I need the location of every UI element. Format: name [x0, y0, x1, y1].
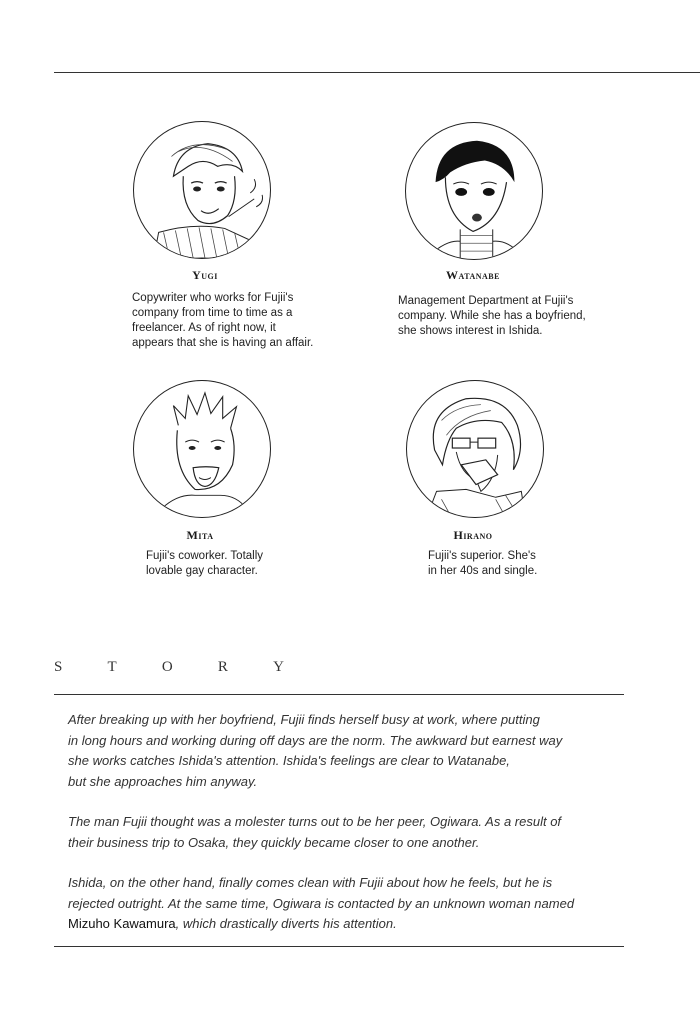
story-paragraph-1: After breaking up with her boyfriend, Fujii finds herself busy at work, where putting in long hours and working during off days are the norm. The awkward but earnest way she works catches Ishida's attention. Ishida's feelings are clear to Watanabe, but she approaches him anyway. — [68, 712, 563, 789]
story-paragraph-3 — [68, 873, 628, 935]
story-letter-t: T — [107, 659, 117, 675]
yugi-portrait — [133, 121, 271, 259]
yugi-description: Copywriter who works for Fujii's company from time to time as a freelancer. As of right now, it appears that she is having an affair. — [132, 292, 314, 349]
mita-name: Mita — [186, 528, 214, 542]
story-paragraph-2: The man Fujii thought was a molester turns out to be her peer, Ogiwara. As a result of their business trip to Osaka, they quickly became closer to one another. — [68, 814, 562, 850]
watanabe-name: Watanabe — [446, 268, 500, 282]
story-top-rule — [54, 694, 624, 695]
story-highlighted-name: Mizuho Kawamura — [68, 916, 176, 931]
yugi-name: Yugi — [192, 268, 218, 282]
top-rule — [54, 72, 700, 73]
story-letter-o: O — [161, 659, 173, 675]
story-letter-r: R — [217, 659, 228, 675]
story-letter-s: S — [54, 659, 63, 675]
hirano-description: Fujii's superior. She's in her 40s and single. — [428, 550, 538, 577]
story-paragraph-3-text-b: , which drastically diverts his attention. — [175, 916, 397, 931]
mita-portrait — [133, 380, 271, 518]
story-letter-y: Y — [273, 659, 284, 675]
watanabe-description: Management Department at Fujii's company. While she has a boyfriend, she shows interest in Ishida. — [398, 295, 586, 337]
story-bottom-rule — [54, 946, 624, 947]
hirano-portrait — [406, 380, 544, 518]
story-paragraph-3-text-a: Ishida, on the other hand, finally comes clean with Fujii about how he feels, but he is rejected outright. At the same time, Ogiwara is contacted by an unknown woman named — [68, 875, 575, 911]
story-title — [54, 659, 284, 676]
mita-description: Fujii's coworker. Totally lovable gay character. — [146, 550, 264, 577]
hirano-name: Hirano — [453, 528, 493, 542]
watanabe-portrait — [405, 122, 543, 260]
